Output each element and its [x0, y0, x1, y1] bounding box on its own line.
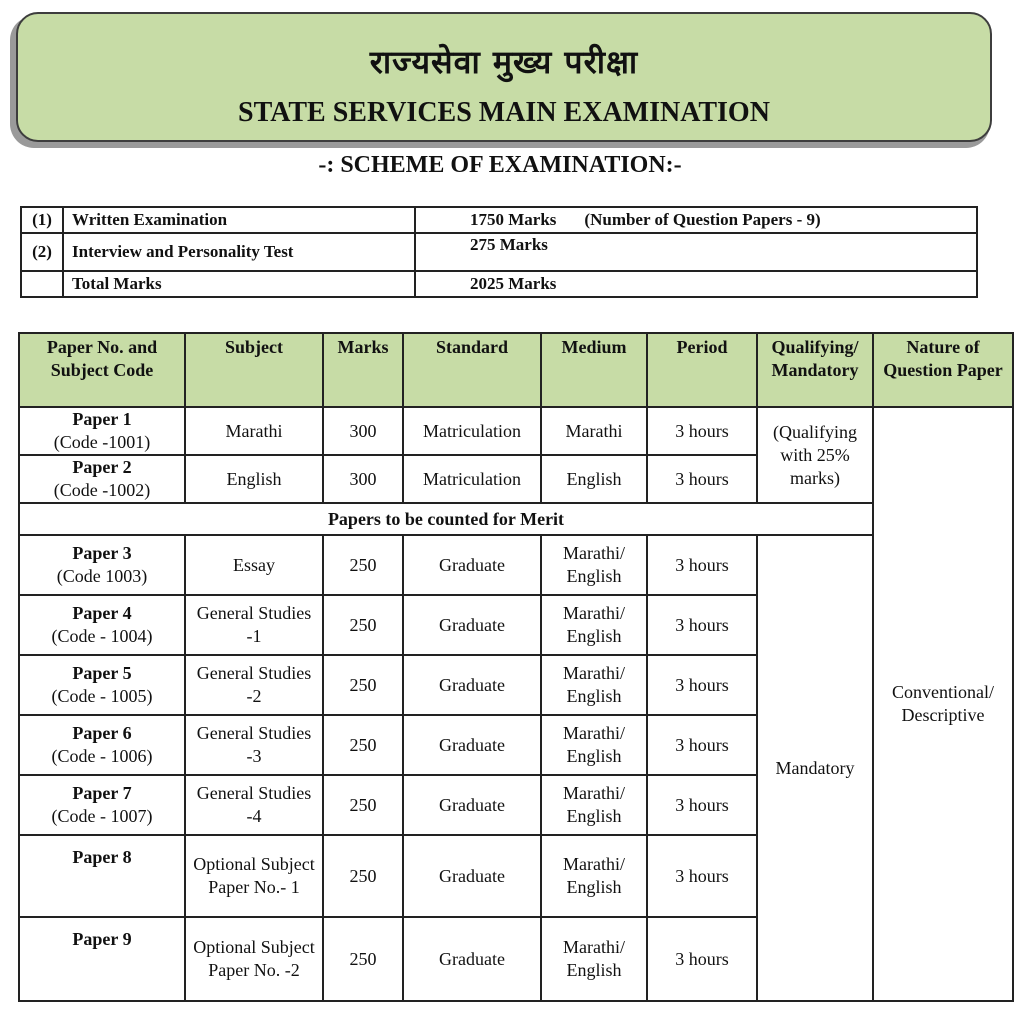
medium-cell: Marathi/ English [541, 715, 647, 775]
paper-number: Paper 1 [72, 409, 132, 429]
medium-cell: English [541, 455, 647, 503]
summary-row [21, 271, 977, 297]
period-cell: 3 hours [647, 595, 757, 655]
title-banner [16, 12, 992, 142]
paper-number: Paper 6 [72, 723, 132, 743]
paper-cell [19, 775, 185, 835]
summary-marks-cell [415, 233, 977, 271]
standard-cell: Graduate [403, 835, 541, 917]
subject-cell: English [185, 455, 323, 503]
summary-label: Interview and Personality Test [63, 233, 415, 271]
merit-label: Papers to be counted for Merit [19, 503, 873, 535]
subject-cell: Optional Subject Paper No. -2 [185, 917, 323, 1001]
summary-row [21, 207, 977, 233]
medium-cell: Marathi/ English [541, 775, 647, 835]
standard-cell: Graduate [403, 655, 541, 715]
standard-cell: Graduate [403, 595, 541, 655]
paper-number: Paper 8 [72, 847, 132, 867]
period-cell: 3 hours [647, 715, 757, 775]
header-period: Period [647, 333, 757, 407]
marks-cell: 300 [323, 455, 403, 503]
period-cell: 3 hours [647, 407, 757, 455]
subject-cell: General Studies -3 [185, 715, 323, 775]
paper-code: (Code -1001) [53, 432, 151, 452]
header-subject: Subject [185, 333, 323, 407]
summary-marks-cell [415, 207, 977, 233]
paper-cell [19, 917, 185, 1001]
period-cell: 3 hours [647, 835, 757, 917]
header-paper: Paper No. and Subject Code [19, 333, 185, 407]
paper-number: Paper 4 [72, 603, 132, 623]
standard-cell: Graduate [403, 775, 541, 835]
subject-cell: General Studies -2 [185, 655, 323, 715]
paper-code: (Code - 1004) [51, 626, 153, 646]
standard-cell: Matriculation [403, 407, 541, 455]
header-medium: Medium [541, 333, 647, 407]
subject-cell: General Studies -4 [185, 775, 323, 835]
marks-cell: 300 [323, 407, 403, 455]
marks-cell: 250 [323, 917, 403, 1001]
title-hindi: राज्यसेवा मुख्य परीक्षा [369, 43, 639, 81]
medium-cell: Marathi [541, 407, 647, 455]
period-cell: 3 hours [647, 917, 757, 1001]
header-qualifying: Qualifying/ Mandatory [757, 333, 873, 407]
marks-cell: 250 [323, 595, 403, 655]
marks-cell: 250 [323, 655, 403, 715]
paper-code: (Code - 1006) [51, 746, 153, 766]
paper-number: Paper 7 [72, 783, 132, 803]
table-row [19, 407, 1013, 455]
period-cell: 3 hours [647, 455, 757, 503]
summary-num: (2) [21, 233, 63, 271]
summary-marks: 275 Marks [470, 235, 548, 254]
paper-cell [19, 407, 185, 455]
summary-num [21, 271, 63, 297]
marks-summary-table [20, 206, 978, 298]
scheme-table [18, 332, 1014, 1002]
subject-cell: Essay [185, 535, 323, 595]
title-english: STATE SERVICES MAIN EXAMINATION [238, 97, 770, 128]
paper-code: (Code 1003) [56, 566, 148, 586]
subject-cell: General Studies -1 [185, 595, 323, 655]
paper-code: (Code - 1007) [51, 806, 153, 826]
medium-cell: Marathi/ English [541, 655, 647, 715]
subject-cell: Marathi [185, 407, 323, 455]
period-cell: 3 hours [647, 535, 757, 595]
paper-cell [19, 455, 185, 503]
standard-cell: Graduate [403, 715, 541, 775]
summary-label: Total Marks [63, 271, 415, 297]
medium-cell: Marathi/ English [541, 917, 647, 1001]
medium-cell: Marathi/ English [541, 535, 647, 595]
paper-code: (Code -1002) [53, 480, 151, 500]
period-cell: 3 hours [647, 655, 757, 715]
header-row [19, 333, 1013, 407]
header-marks: Marks [323, 333, 403, 407]
scheme-title: -: SCHEME OF EXAMINATION:- [318, 152, 682, 178]
summary-num: (1) [21, 207, 63, 233]
period-cell: 3 hours [647, 775, 757, 835]
paper-cell [19, 715, 185, 775]
marks-cell: 250 [323, 835, 403, 917]
paper-number: Paper 3 [72, 543, 132, 563]
paper-cell [19, 835, 185, 917]
qualifying-note-cell: (Qualifying with 25% marks) [757, 407, 873, 503]
standard-cell: Graduate [403, 917, 541, 1001]
marks-cell: 250 [323, 775, 403, 835]
header-nature: Nature of Question Paper [873, 333, 1013, 407]
summary-marks: 2025 Marks [470, 274, 557, 293]
summary-note: (Number of Question Papers - 9) [584, 210, 821, 229]
summary-marks-cell [415, 271, 977, 297]
medium-cell: Marathi/ English [541, 835, 647, 917]
paper-number: Paper 5 [72, 663, 132, 683]
nature-cell: Conventional/ Descriptive [873, 407, 1013, 1001]
paper-code: (Code - 1005) [51, 686, 153, 706]
marks-cell: 250 [323, 535, 403, 595]
standard-cell: Graduate [403, 535, 541, 595]
summary-row [21, 233, 977, 271]
summary-marks: 1750 Marks [470, 210, 557, 229]
mandatory-cell: Mandatory [757, 535, 873, 1001]
summary-label: Written Examination [63, 207, 415, 233]
subject-cell: Optional Subject Paper No.- 1 [185, 835, 323, 917]
table-row [19, 535, 1013, 595]
standard-cell: Matriculation [403, 455, 541, 503]
paper-cell [19, 535, 185, 595]
paper-cell [19, 655, 185, 715]
marks-cell: 250 [323, 715, 403, 775]
paper-cell [19, 595, 185, 655]
paper-number: Paper 9 [72, 929, 132, 949]
header-standard: Standard [403, 333, 541, 407]
merit-row [19, 503, 1013, 535]
paper-number: Paper 2 [72, 457, 132, 477]
medium-cell: Marathi/ English [541, 595, 647, 655]
